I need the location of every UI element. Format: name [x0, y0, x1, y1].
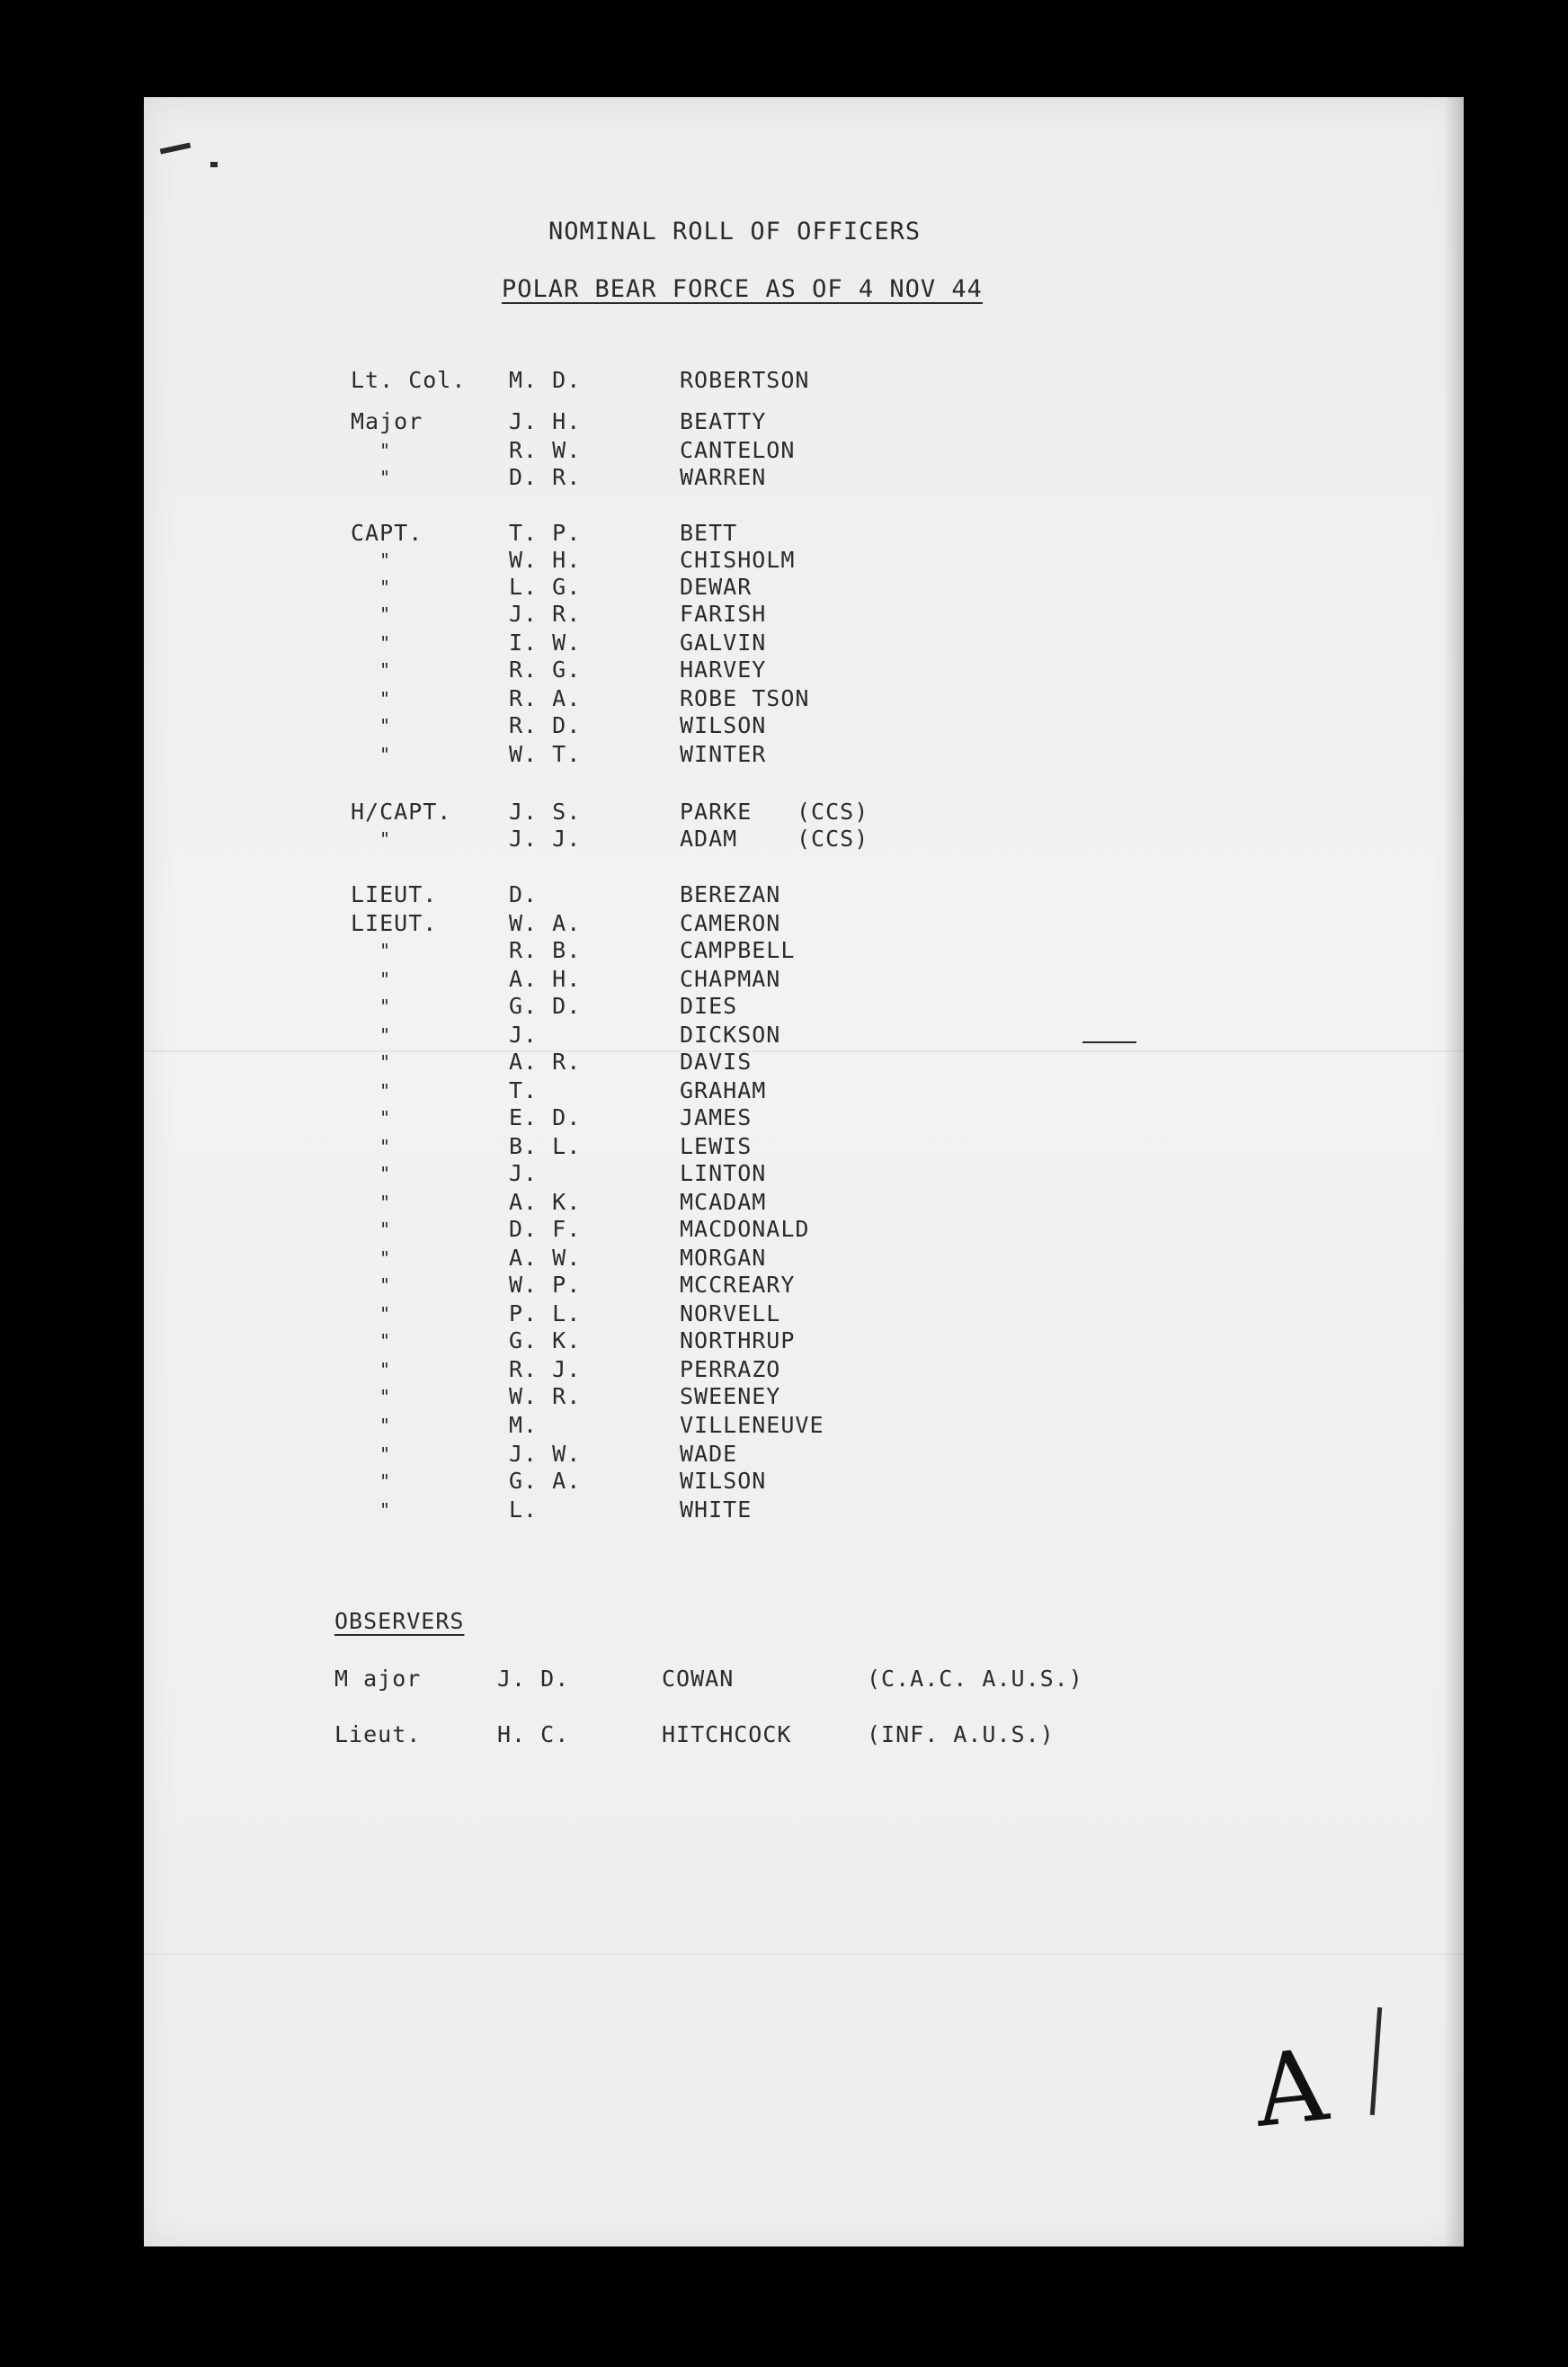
handwritten-mark: A — [1249, 2027, 1332, 2149]
officer-surname: WARREN — [680, 464, 767, 490]
officer-initials: M. — [509, 1412, 539, 1438]
officer-initials: G. K. — [509, 1327, 582, 1353]
observer-initials: H. C. — [497, 1721, 570, 1747]
officer-initials: E. D. — [509, 1104, 582, 1130]
officer-note: (CCS) — [797, 799, 869, 825]
officer-initials: J. W. — [509, 1441, 582, 1467]
officer-surname: WILSON — [680, 712, 767, 738]
officer-rank: " — [379, 1051, 392, 1073]
officer-initials: W. R. — [509, 1383, 582, 1409]
officer-initials: D. — [509, 881, 539, 907]
officer-rank: " — [379, 1470, 392, 1492]
officer-surname: DEWAR — [680, 574, 753, 600]
officer-rank: " — [379, 1499, 392, 1521]
officer-surname: WILSON — [680, 1468, 767, 1494]
officer-rank: " — [379, 1247, 392, 1269]
document-title: NOMINAL ROLL OF OFFICERS — [548, 218, 922, 246]
officer-initials: M. D. — [509, 367, 582, 393]
officer-initials: J. J. — [509, 826, 582, 852]
officer-surname: PARKE — [680, 799, 753, 825]
officer-surname: MCADAM — [680, 1189, 767, 1215]
officer-surname: CHISHOLM — [680, 547, 796, 573]
officer-surname: MACDONALD — [680, 1216, 810, 1242]
officer-rank: " — [379, 1192, 392, 1213]
officer-surname: DICKSON — [680, 1022, 781, 1048]
officer-initials: A. R. — [509, 1049, 582, 1075]
officer-surname: BEATTY — [680, 408, 767, 434]
document-subtitle: POLAR BEAR FORCE AS OF 4 NOV 44 — [502, 275, 983, 303]
officer-initials: D. R. — [509, 464, 582, 490]
officer-rank: Lt. Col. — [351, 367, 467, 393]
officer-surname: NORVELL — [680, 1300, 781, 1326]
officer-rank: LIEUT. — [351, 881, 438, 907]
officer-rank: Major — [351, 408, 423, 434]
officer-rank: CAPT. — [351, 520, 423, 546]
officer-rank: " — [379, 996, 392, 1017]
observer-rank: M ajor — [334, 1666, 422, 1692]
officer-rank: " — [379, 688, 392, 710]
officer-surname: DIES — [680, 993, 738, 1019]
officer-initials: L. G. — [509, 574, 582, 600]
officer-initials: T. — [509, 1077, 539, 1103]
officer-surname: MCCREARY — [680, 1272, 796, 1298]
officer-rank: " — [379, 440, 392, 461]
officer-surname: ROBERTSON — [680, 367, 810, 393]
officer-surname: MORGAN — [680, 1245, 767, 1271]
officer-rank: " — [379, 828, 392, 850]
officer-initials: J. R. — [509, 601, 582, 627]
officer-surname: PERRAZO — [680, 1356, 781, 1382]
officer-rank: " — [379, 1274, 392, 1296]
officer-initials: J. H. — [509, 408, 582, 434]
officer-surname: NORTHRUP — [680, 1327, 796, 1353]
officer-initials: R. J. — [509, 1356, 582, 1382]
officer-rank: " — [379, 1024, 392, 1046]
officer-rank: " — [379, 1415, 392, 1436]
officer-surname: WHITE — [680, 1496, 753, 1523]
officer-rank: " — [379, 632, 392, 654]
observer-unit: (C.A.C. A.U.S.) — [867, 1666, 1083, 1692]
officer-rank: " — [379, 576, 392, 598]
officer-surname: SWEENEY — [680, 1383, 781, 1409]
officer-surname: ROBE TSON — [680, 685, 810, 711]
officer-initials: W. P. — [509, 1272, 582, 1298]
officer-rank: " — [379, 744, 392, 765]
officer-initials: D. F. — [509, 1216, 582, 1242]
officer-rank: " — [379, 1107, 392, 1129]
officer-surname: WINTER — [680, 741, 767, 767]
officer-surname: HARVEY — [680, 657, 767, 683]
officer-initials: J. — [509, 1022, 539, 1048]
officer-initials: J. S. — [509, 799, 582, 825]
officer-rank: " — [379, 1136, 392, 1157]
officer-initials: G. D. — [509, 993, 582, 1019]
observer-rank: Lieut. — [334, 1721, 422, 1747]
officer-initials: A. W. — [509, 1245, 582, 1271]
officer-initials: T. P. — [509, 520, 582, 546]
officer-rank: " — [379, 715, 392, 737]
officer-surname: FARISH — [680, 601, 767, 627]
officer-rank: LIEUT. — [351, 910, 438, 936]
officer-surname: CAMERON — [680, 910, 781, 936]
officer-rank: " — [379, 1303, 392, 1325]
officer-initials: R. G. — [509, 657, 582, 683]
officer-surname: GRAHAM — [680, 1077, 767, 1103]
officer-surname: CHAPMAN — [680, 966, 781, 992]
officer-rank: " — [379, 1080, 392, 1102]
officer-note: (CCS) — [797, 826, 869, 852]
officer-surname: LINTON — [680, 1160, 767, 1186]
officer-initials: G. A. — [509, 1468, 582, 1494]
officer-surname: BETT — [680, 520, 738, 546]
officer-rank: " — [379, 467, 392, 488]
officer-rank: " — [379, 940, 392, 961]
ink-speck — [210, 162, 218, 167]
officer-surname: VILLENEUVE — [680, 1412, 824, 1438]
officer-initials: B. L. — [509, 1133, 582, 1159]
pencil-mark — [1082, 1041, 1136, 1043]
officer-initials: W. A. — [509, 910, 582, 936]
officer-initials: W. T. — [509, 741, 582, 767]
officer-rank: " — [379, 549, 392, 571]
officer-surname: LEWIS — [680, 1133, 753, 1159]
officer-surname: GALVIN — [680, 630, 767, 656]
observer-surname: HITCHCOCK — [662, 1721, 792, 1747]
officer-rank: " — [379, 1219, 392, 1240]
officer-rank: " — [379, 969, 392, 990]
officer-surname: WADE — [680, 1441, 738, 1467]
officer-initials: R. W. — [509, 437, 582, 463]
officer-initials: W. H. — [509, 547, 582, 573]
officer-rank: " — [379, 603, 392, 625]
officer-initials: I. W. — [509, 630, 582, 656]
observers-heading: OBSERVERS — [334, 1608, 465, 1634]
observer-surname: COWAN — [662, 1666, 735, 1692]
officer-initials: R. D. — [509, 712, 582, 738]
officer-surname: JAMES — [680, 1104, 753, 1130]
officer-surname: CANTELON — [680, 437, 796, 463]
officer-initials: A. K. — [509, 1189, 582, 1215]
officer-initials: J. — [509, 1160, 539, 1186]
officer-initials: A. H. — [509, 966, 582, 992]
officer-rank: " — [379, 1359, 392, 1380]
observer-unit: (INF. A.U.S.) — [867, 1721, 1055, 1747]
officer-rank: " — [379, 1330, 392, 1352]
officer-rank: " — [379, 1443, 392, 1465]
officer-initials: R. A. — [509, 685, 582, 711]
officer-surname: CAMPBELL — [680, 937, 796, 963]
observer-initials: J. D. — [497, 1666, 570, 1692]
officer-rank: " — [379, 1386, 392, 1407]
officer-initials: L. — [509, 1496, 539, 1523]
officer-surname: ADAM — [680, 826, 738, 852]
officer-initials: P. L. — [509, 1300, 582, 1326]
officer-surname: BEREZAN — [680, 881, 781, 907]
officer-rank: " — [379, 1163, 392, 1184]
officer-rank: " — [379, 659, 392, 681]
document-page — [144, 97, 1464, 2246]
officer-initials: R. B. — [509, 937, 582, 963]
document-body — [144, 97, 1464, 2246]
officer-surname: DAVIS — [680, 1049, 753, 1075]
officer-rank: H/CAPT. — [351, 799, 452, 825]
